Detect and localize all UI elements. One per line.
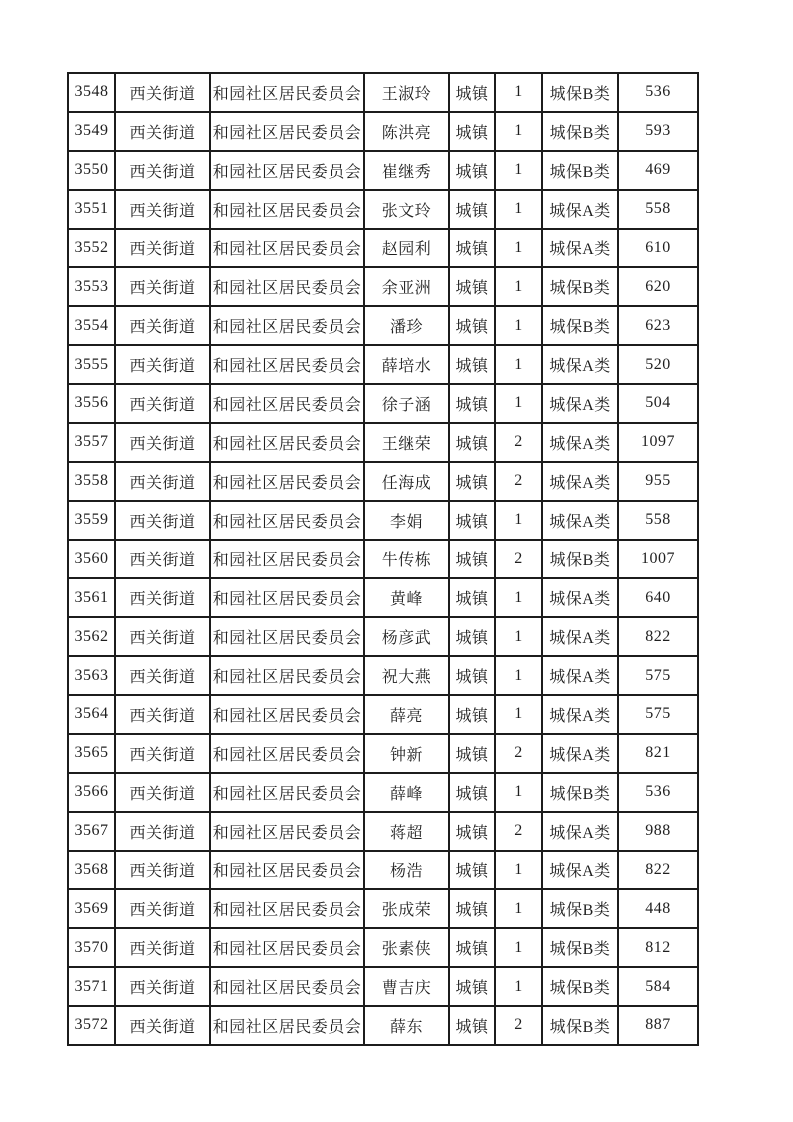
cell-person-name: 薛峰 [364,773,449,812]
cell-committee-name: 和园社区居民委员会 [210,851,364,890]
cell-person-name: 薛培水 [364,345,449,384]
cell-person-name: 曹吉庆 [364,967,449,1006]
cell-serial-number: 3568 [68,851,115,890]
cell-serial-number: 3551 [68,190,115,229]
cell-person-count: 2 [495,423,542,462]
cell-residence-type: 城镇 [449,112,495,151]
cell-amount: 520 [618,345,698,384]
cell-committee-name: 和园社区居民委员会 [210,267,364,306]
benefits-roster-table [67,72,699,1046]
cell-serial-number: 3561 [68,578,115,617]
cell-person-name: 牛传栋 [364,540,449,579]
cell-amount: 469 [618,151,698,190]
cell-insurance-category: 城保A类 [542,695,618,734]
cell-person-count: 1 [495,384,542,423]
cell-residence-type: 城镇 [449,345,495,384]
table-row [68,734,698,773]
cell-person-name: 李娟 [364,501,449,540]
cell-street-name: 西关街道 [115,1006,210,1045]
cell-person-count: 1 [495,578,542,617]
table-row [68,578,698,617]
cell-serial-number: 3549 [68,112,115,151]
cell-person-count: 1 [495,967,542,1006]
cell-amount: 887 [618,1006,698,1045]
cell-person-count: 1 [495,501,542,540]
cell-amount: 575 [618,695,698,734]
cell-amount: 1007 [618,540,698,579]
cell-person-name: 杨彦武 [364,617,449,656]
cell-person-count: 1 [495,190,542,229]
cell-person-name: 祝大燕 [364,656,449,695]
cell-person-count: 2 [495,462,542,501]
cell-insurance-category: 城保A类 [542,812,618,851]
cell-street-name: 西关街道 [115,73,210,112]
cell-insurance-category: 城保A类 [542,384,618,423]
cell-amount: 448 [618,889,698,928]
cell-residence-type: 城镇 [449,578,495,617]
cell-amount: 623 [618,306,698,345]
cell-residence-type: 城镇 [449,617,495,656]
cell-person-count: 1 [495,773,542,812]
cell-residence-type: 城镇 [449,812,495,851]
cell-residence-type: 城镇 [449,889,495,928]
cell-street-name: 西关街道 [115,345,210,384]
cell-amount: 988 [618,812,698,851]
cell-committee-name: 和园社区居民委员会 [210,501,364,540]
cell-serial-number: 3566 [68,773,115,812]
cell-committee-name: 和园社区居民委员会 [210,540,364,579]
table-row [68,656,698,695]
cell-street-name: 西关街道 [115,617,210,656]
cell-insurance-category: 城保B类 [542,928,618,967]
cell-residence-type: 城镇 [449,734,495,773]
cell-serial-number: 3567 [68,812,115,851]
cell-person-count: 2 [495,812,542,851]
cell-committee-name: 和园社区居民委员会 [210,928,364,967]
cell-amount: 821 [618,734,698,773]
cell-serial-number: 3550 [68,151,115,190]
table-row [68,462,698,501]
cell-serial-number: 3554 [68,306,115,345]
cell-street-name: 西关街道 [115,540,210,579]
table-row [68,695,698,734]
cell-street-name: 西关街道 [115,928,210,967]
cell-insurance-category: 城保B类 [542,967,618,1006]
table-row [68,423,698,462]
table-row [68,73,698,112]
cell-committee-name: 和园社区居民委员会 [210,73,364,112]
table-row [68,617,698,656]
cell-street-name: 西关街道 [115,423,210,462]
cell-person-count: 2 [495,1006,542,1045]
cell-committee-name: 和园社区居民委员会 [210,734,364,773]
cell-insurance-category: 城保A类 [542,656,618,695]
table-row [68,384,698,423]
cell-person-count: 1 [495,656,542,695]
cell-person-count: 1 [495,889,542,928]
cell-person-name: 薛东 [364,1006,449,1045]
cell-street-name: 西关街道 [115,734,210,773]
cell-person-name: 赵园利 [364,229,449,268]
cell-person-name: 张素侠 [364,928,449,967]
cell-amount: 584 [618,967,698,1006]
cell-amount: 504 [618,384,698,423]
cell-insurance-category: 城保B类 [542,267,618,306]
cell-residence-type: 城镇 [449,501,495,540]
cell-street-name: 西关街道 [115,112,210,151]
cell-person-count: 1 [495,345,542,384]
cell-serial-number: 3564 [68,695,115,734]
table-row [68,967,698,1006]
cell-residence-type: 城镇 [449,423,495,462]
cell-serial-number: 3556 [68,384,115,423]
cell-insurance-category: 城保A类 [542,229,618,268]
cell-insurance-category: 城保B类 [542,151,618,190]
cell-residence-type: 城镇 [449,151,495,190]
cell-person-name: 王继荣 [364,423,449,462]
table-row [68,851,698,890]
cell-insurance-category: 城保A类 [542,423,618,462]
cell-committee-name: 和园社区居民委员会 [210,773,364,812]
cell-serial-number: 3557 [68,423,115,462]
cell-committee-name: 和园社区居民委员会 [210,578,364,617]
cell-street-name: 西关街道 [115,578,210,617]
cell-insurance-category: 城保B类 [542,889,618,928]
cell-committee-name: 和园社区居民委员会 [210,151,364,190]
cell-insurance-category: 城保A类 [542,462,618,501]
cell-person-name: 钟新 [364,734,449,773]
cell-residence-type: 城镇 [449,306,495,345]
cell-person-count: 1 [495,306,542,345]
cell-amount: 1097 [618,423,698,462]
table-row [68,190,698,229]
cell-person-name: 陈洪亮 [364,112,449,151]
table-row [68,812,698,851]
cell-person-count: 1 [495,851,542,890]
table-row [68,889,698,928]
cell-person-name: 薛亮 [364,695,449,734]
cell-person-name: 蒋超 [364,812,449,851]
cell-amount: 593 [618,112,698,151]
cell-street-name: 西关街道 [115,851,210,890]
cell-serial-number: 3555 [68,345,115,384]
cell-serial-number: 3562 [68,617,115,656]
cell-residence-type: 城镇 [449,229,495,268]
table-row [68,229,698,268]
cell-person-name: 黄峰 [364,578,449,617]
cell-person-count: 1 [495,695,542,734]
cell-amount: 536 [618,73,698,112]
cell-person-count: 1 [495,112,542,151]
cell-serial-number: 3571 [68,967,115,1006]
cell-street-name: 西关街道 [115,462,210,501]
table-body [68,73,698,1045]
cell-committee-name: 和园社区居民委员会 [210,462,364,501]
cell-insurance-category: 城保A类 [542,734,618,773]
cell-street-name: 西关街道 [115,190,210,229]
cell-street-name: 西关街道 [115,889,210,928]
cell-amount: 558 [618,501,698,540]
cell-residence-type: 城镇 [449,540,495,579]
table-row [68,151,698,190]
cell-insurance-category: 城保B类 [542,540,618,579]
cell-amount: 822 [618,617,698,656]
cell-amount: 620 [618,267,698,306]
cell-person-count: 1 [495,229,542,268]
cell-insurance-category: 城保B类 [542,306,618,345]
table-row [68,112,698,151]
cell-insurance-category: 城保B类 [542,112,618,151]
cell-committee-name: 和园社区居民委员会 [210,695,364,734]
cell-street-name: 西关街道 [115,695,210,734]
cell-residence-type: 城镇 [449,462,495,501]
cell-residence-type: 城镇 [449,928,495,967]
cell-committee-name: 和园社区居民委员会 [210,384,364,423]
cell-insurance-category: 城保B类 [542,773,618,812]
cell-amount: 536 [618,773,698,812]
cell-person-name: 崔继秀 [364,151,449,190]
cell-person-count: 2 [495,540,542,579]
table-row [68,773,698,812]
cell-serial-number: 3552 [68,229,115,268]
cell-street-name: 西关街道 [115,229,210,268]
cell-person-name: 张成荣 [364,889,449,928]
cell-amount: 812 [618,928,698,967]
cell-serial-number: 3560 [68,540,115,579]
cell-committee-name: 和园社区居民委员会 [210,345,364,384]
cell-street-name: 西关街道 [115,384,210,423]
cell-committee-name: 和园社区居民委员会 [210,112,364,151]
cell-serial-number: 3569 [68,889,115,928]
cell-residence-type: 城镇 [449,851,495,890]
cell-person-name: 余亚洲 [364,267,449,306]
cell-serial-number: 3553 [68,267,115,306]
cell-street-name: 西关街道 [115,773,210,812]
cell-residence-type: 城镇 [449,773,495,812]
cell-street-name: 西关街道 [115,267,210,306]
cell-residence-type: 城镇 [449,1006,495,1045]
cell-person-name: 王淑玲 [364,73,449,112]
table-row [68,1006,698,1045]
cell-person-count: 1 [495,267,542,306]
cell-insurance-category: 城保B类 [542,1006,618,1045]
cell-serial-number: 3572 [68,1006,115,1045]
cell-person-count: 1 [495,617,542,656]
cell-serial-number: 3559 [68,501,115,540]
cell-residence-type: 城镇 [449,384,495,423]
cell-amount: 640 [618,578,698,617]
cell-street-name: 西关街道 [115,501,210,540]
cell-committee-name: 和园社区居民委员会 [210,1006,364,1045]
cell-committee-name: 和园社区居民委员会 [210,423,364,462]
cell-person-name: 杨浩 [364,851,449,890]
cell-residence-type: 城镇 [449,267,495,306]
cell-street-name: 西关街道 [115,967,210,1006]
table-row [68,306,698,345]
cell-insurance-category: 城保A类 [542,345,618,384]
cell-serial-number: 3548 [68,73,115,112]
cell-residence-type: 城镇 [449,656,495,695]
cell-amount: 822 [618,851,698,890]
table-row [68,267,698,306]
table-row [68,501,698,540]
cell-committee-name: 和园社区居民委员会 [210,967,364,1006]
cell-serial-number: 3570 [68,928,115,967]
cell-street-name: 西关街道 [115,151,210,190]
table-row [68,540,698,579]
cell-residence-type: 城镇 [449,73,495,112]
cell-committee-name: 和园社区居民委员会 [210,190,364,229]
cell-person-name: 徐子涵 [364,384,449,423]
cell-insurance-category: 城保A类 [542,617,618,656]
table-row [68,345,698,384]
cell-serial-number: 3563 [68,656,115,695]
cell-person-count: 2 [495,734,542,773]
cell-person-count: 1 [495,151,542,190]
cell-committee-name: 和园社区居民委员会 [210,306,364,345]
cell-residence-type: 城镇 [449,190,495,229]
cell-insurance-category: 城保A类 [542,190,618,229]
cell-street-name: 西关街道 [115,656,210,695]
cell-committee-name: 和园社区居民委员会 [210,889,364,928]
cell-insurance-category: 城保A类 [542,851,618,890]
cell-committee-name: 和园社区居民委员会 [210,229,364,268]
cell-insurance-category: 城保A类 [542,578,618,617]
cell-person-count: 1 [495,928,542,967]
cell-amount: 610 [618,229,698,268]
cell-street-name: 西关街道 [115,812,210,851]
cell-residence-type: 城镇 [449,695,495,734]
cell-committee-name: 和园社区居民委员会 [210,656,364,695]
cell-residence-type: 城镇 [449,967,495,1006]
cell-person-count: 1 [495,73,542,112]
cell-insurance-category: 城保B类 [542,73,618,112]
cell-amount: 575 [618,656,698,695]
cell-person-name: 潘珍 [364,306,449,345]
cell-insurance-category: 城保A类 [542,501,618,540]
table-row [68,928,698,967]
cell-amount: 955 [618,462,698,501]
cell-person-name: 张文玲 [364,190,449,229]
cell-amount: 558 [618,190,698,229]
cell-serial-number: 3558 [68,462,115,501]
cell-serial-number: 3565 [68,734,115,773]
cell-committee-name: 和园社区居民委员会 [210,617,364,656]
cell-committee-name: 和园社区居民委员会 [210,812,364,851]
cell-person-name: 任海成 [364,462,449,501]
cell-street-name: 西关街道 [115,306,210,345]
